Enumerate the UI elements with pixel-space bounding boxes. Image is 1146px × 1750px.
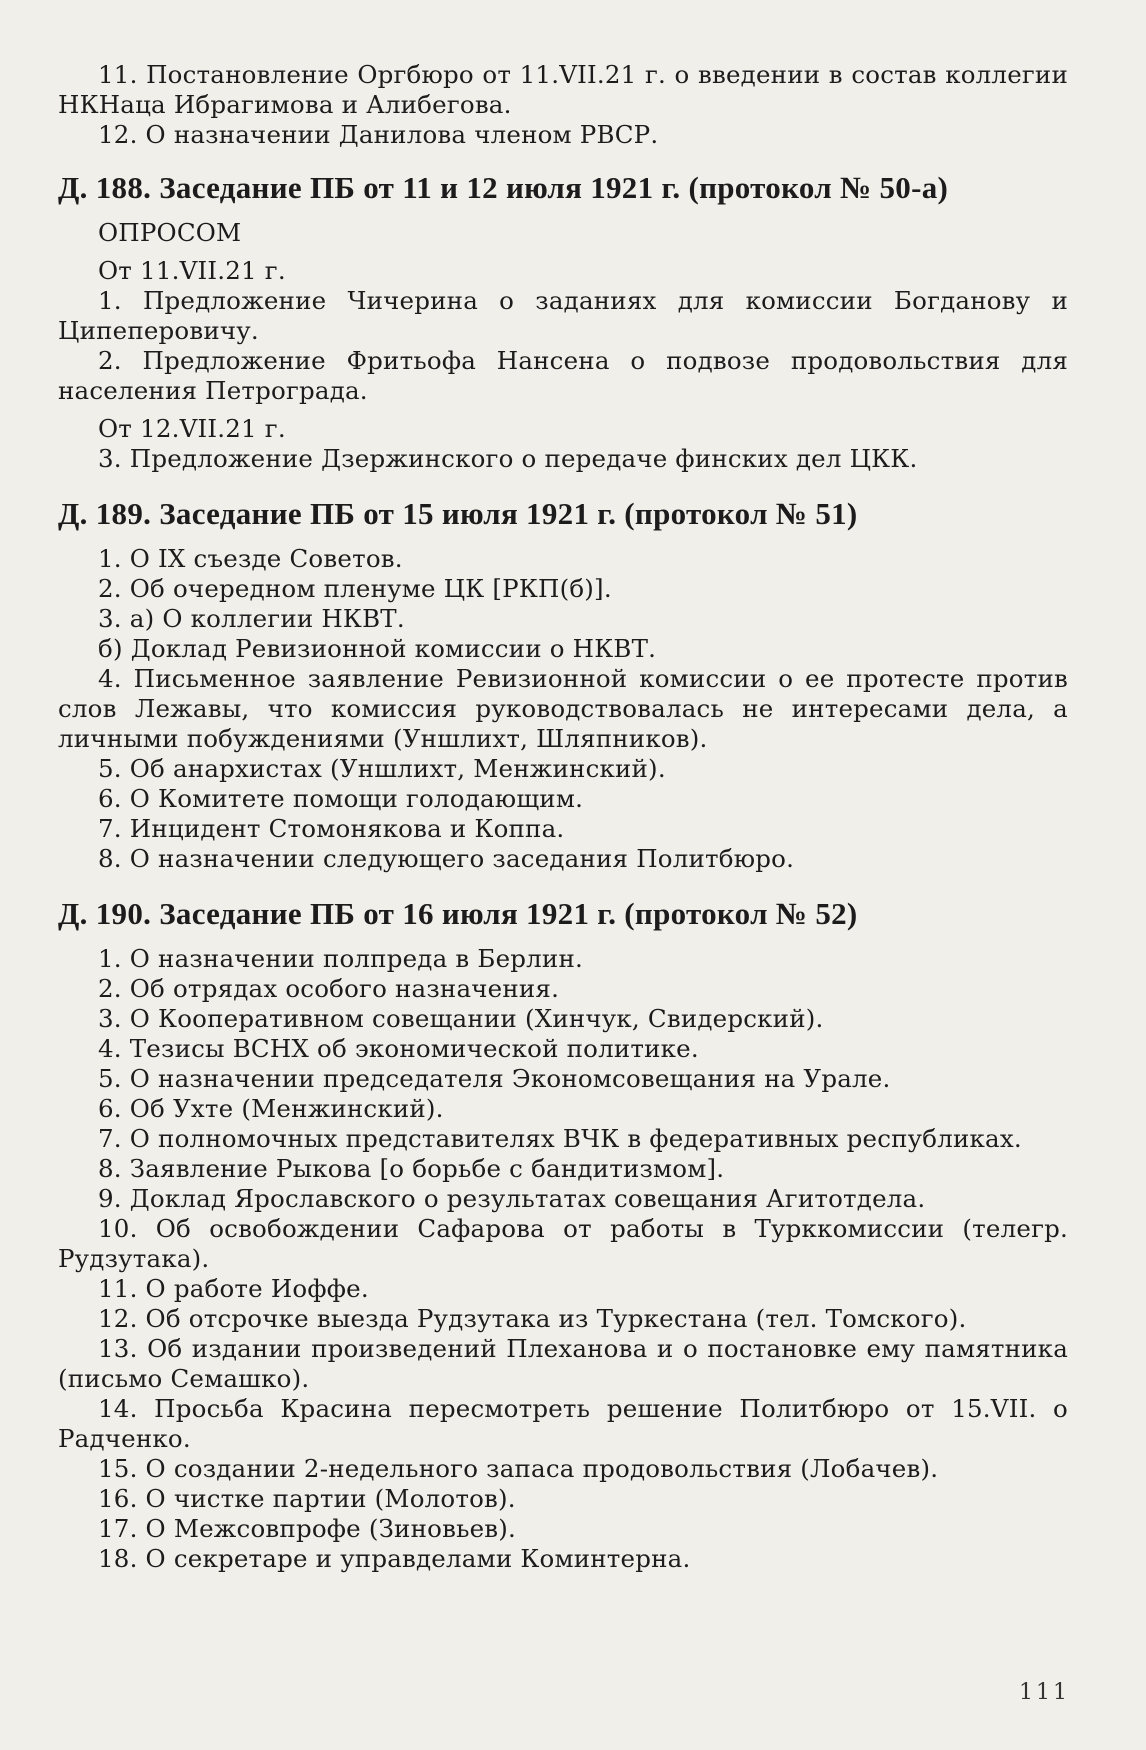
list-item: 16. О чистке партии (Молотов). xyxy=(98,1484,516,1513)
list-item: 3. О Кооперативном совещании (Хинчук, Свидерский). xyxy=(98,1004,824,1033)
list-item: 8. О назначении следующего заседания Политбюро. xyxy=(98,844,795,873)
list-item: 2. Об очередном пленуме ЦК [РКП(б)]. xyxy=(98,574,612,603)
list-item: 11. Постановление Оргбюро от 11.VII.21 г. о введении в состав коллегии НКНаца Ибрагимова и Алибегова. xyxy=(58,60,1068,119)
list-item: 14. Просьба Красина пересмотреть решение Политбюро от 15.VII. о Радченко. xyxy=(58,1394,1068,1453)
list-item: 4. Письменное заявление Ревизионной комиссии о ее протесте против слов Лежавы, что комиссия руководствовалась не интересами дела, а личными побуждениями (Уншлихт, Шляпников). xyxy=(58,664,1068,753)
list-item: 12. Об отсрочке выезда Рудзутака из Туркестана (тел. Томского). xyxy=(98,1304,967,1333)
list-item: 9. Доклад Ярославского о результатах совещания Агитотдела. xyxy=(98,1184,926,1213)
section-heading-190: Д. 190. Заседание ПБ от 16 июля 1921 г. (протокол № 52) xyxy=(58,896,858,931)
list-item: 5. Об анархистах (Уншлихт, Менжинский). xyxy=(98,754,666,783)
list-item: 4. Тезисы ВСНХ об экономической политике. xyxy=(98,1034,699,1063)
list-item: 13. Об издании произведений Плеханова и о постановке ему памятника (письмо Семашко). xyxy=(58,1334,1068,1393)
list-item: 8. Заявление Рыкова [о борьбе с бандитизмом]. xyxy=(98,1154,725,1183)
section-heading-188: Д. 188. Заседание ПБ от 11 и 12 июля 1921 г. (протокол № 50-а) xyxy=(58,170,949,205)
list-item: 12. О назначении Данилова членом РВСР. xyxy=(98,120,659,149)
list-item: б) Доклад Ревизионной комиссии о НКВТ. xyxy=(98,634,657,663)
list-item: 5. О назначении председателя Экономсовещания на Урале. xyxy=(98,1064,891,1093)
list-item: 1. Предложение Чичерина о заданиях для комиссии Богданову и Ципеперовичу. xyxy=(58,286,1068,345)
list-item: 7. О полномочных представителях ВЧК в федеративных республиках. xyxy=(98,1124,1022,1153)
list-item: 15. О создании 2-недельного запаса продовольствия (Лобачев). xyxy=(98,1454,939,1483)
date-line: От 12.VII.21 г. xyxy=(98,414,286,443)
page-number: 111 xyxy=(1019,1680,1070,1705)
list-item: 7. Инцидент Стомонякова и Коппа. xyxy=(98,814,565,843)
list-item: 2. Предложение Фритьофа Нансена о подвозе продовольствия для населения Петрограда. xyxy=(58,346,1068,405)
date-line: От 11.VII.21 г. xyxy=(98,256,286,285)
section-heading-189: Д. 189. Заседание ПБ от 15 июля 1921 г. (протокол № 51) xyxy=(58,496,858,531)
document-page xyxy=(58,60,1068,1574)
list-item: 1. О IX съезде Советов. xyxy=(98,544,403,573)
list-item: 6. О Комитете помощи голодающим. xyxy=(98,784,584,813)
list-item: 11. О работе Иоффе. xyxy=(98,1274,369,1303)
list-item: 3. а) О коллегии НКВТ. xyxy=(98,604,405,633)
list-item: 6. Об Ухте (Менжинский). xyxy=(98,1094,444,1123)
list-item: 1. О назначении полпреда в Берлин. xyxy=(98,944,583,973)
session-mode: ОПРОСОМ xyxy=(98,218,242,247)
list-item: 2. Об отрядах особого назначения. xyxy=(98,974,560,1003)
list-item: 10. Об освобождении Сафарова от работы в Турккомиссии (телегр. Рудзутака). xyxy=(58,1214,1068,1273)
list-item: 18. О секретаре и управделами Коминтерна. xyxy=(98,1544,691,1573)
list-item: 3. Предложение Дзержинского о передаче финских дел ЦКК. xyxy=(98,444,918,473)
list-item: 17. О Межсовпрофе (Зиновьев). xyxy=(98,1514,517,1543)
